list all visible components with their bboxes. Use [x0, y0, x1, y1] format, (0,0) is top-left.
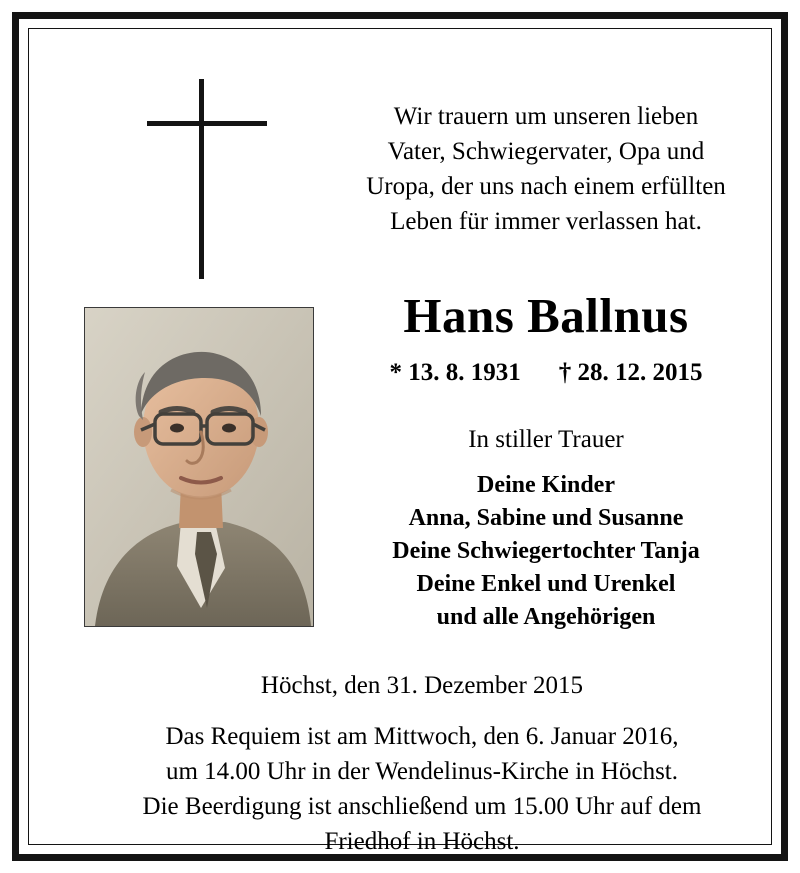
inner-border: [28, 28, 772, 855]
deceased-name: Hans Ballnus: [403, 288, 689, 343]
death-date: † 28. 12. 2015: [558, 359, 703, 386]
lede-line-3: Uropa, der uns nach einem erfüllten: [366, 173, 726, 200]
service-line-4: Friedhof in Höchst.: [324, 828, 520, 855]
birth-date: * 13. 8. 1931: [389, 359, 521, 386]
lede-line-4: Leben für immer verlassen hat.: [390, 208, 702, 235]
service-line-3: Die Beerdigung ist anschließend um 15.00 Uhr auf dem: [142, 793, 702, 820]
outer-border: [12, 12, 788, 861]
place-and-date: Höchst, den 31. Dezember 2015: [260, 672, 584, 699]
family-line-5: und alle Angehörigen: [436, 604, 656, 630]
mourning-intro: In stiller Trauer: [468, 426, 624, 453]
lede-line-2: Vater, Schwiegervater, Opa und: [387, 138, 705, 165]
family-line-3: Deine Schwiegertochter Tanja: [392, 538, 700, 564]
family-list: [307, 469, 785, 634]
lede-line-1: Wir trauern um unseren lieben: [393, 103, 699, 130]
family-line-2: Anna, Sabine und Susanne: [408, 505, 684, 531]
family-line-4: Deine Enkel und Urenkel: [416, 571, 676, 597]
service-line-2: um 14.00 Uhr in der Wendelinus-Kirche in Höchst.: [165, 758, 678, 785]
service-details: [59, 719, 785, 859]
lede-text: [307, 99, 785, 239]
life-dates: [307, 359, 785, 387]
christian-cross-icon: [147, 79, 267, 279]
service-line-1: Das Requiem ist am Mittwoch, den 6. Januar 2016,: [165, 723, 679, 750]
portrait-photo: [84, 307, 314, 627]
family-line-1: Deine Kinder: [477, 472, 615, 498]
